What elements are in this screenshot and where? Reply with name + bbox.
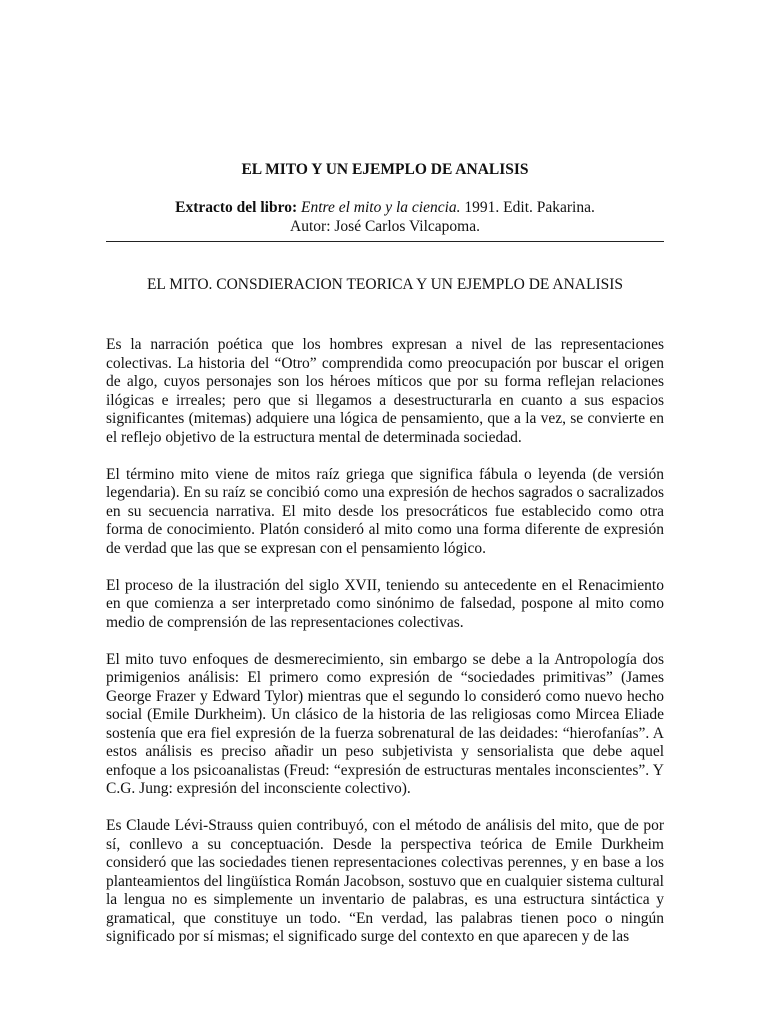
book-title: Entre el mito y la ciencia. <box>301 199 461 216</box>
paragraph-5: Es Claude Lévi-Strauss quien contribuyó, con el método de análisis del mito, que de por sí, conllevo a su conceptuación. Desde la perspectiva teórica de Emile Durkheim consideró que las sociedades tienen representaciones colectivas perennes, y en base a los planteamientos del lingüística Román Jacobson, sostuvo que en cualquier sistema cultural la lengua no es simplemente un inventario de palabras, es una estructura sintáctica y gramatical, que constituye un todo. “En verdad, las palabras tienen poco o ningún significado por sí mismas; el significado surge del contexto en que aparecen y de las <box>106 817 664 945</box>
publication-details: 1991. Edit. Pakarina. <box>464 199 595 216</box>
author-line: Autor: José Carlos Vilcapoma. <box>290 218 480 235</box>
paragraph-4: El mito tuvo enfoques de desmerecimiento, sin embargo se debe a la Antropología dos primigenios análisis: El primero como expresión de “sociedades primitivas” (James George Frazer y Edward Tylor) mientras que el segundo lo consideró como nuevo hecho social (Emile Durkheim). Un clásico de la historia de las religiosas como Mircea Eliade sostenía que era fiel expresión de la fuerza sobrenatural de las deidades: “hierofanías”. A estos análisis es preciso añadir un peso subjetivista y sensorialista que debe aquel enfoque a los psicoanalistas (Freud: “expresión de estructuras mentales inconscientes”. Y C.G. Jung: expresión del inconsciente colectivo). <box>106 650 664 797</box>
paragraph-3: El proceso de la ilustración del siglo XVII, teniendo su antecedente en el Renacimiento en que comienza a ser interpretado como sinónimo de falsedad, pospone al mito como medio de comprensión de las representaciones colectivas. <box>106 576 664 631</box>
paragraph-2: El término mito viene de mitos raíz griega que significa fábula o leyenda (de versión legendaria). En su raíz se concibió como una expresión de hechos sagrados o sacralizados en su secuencia narrativa. El mito desde los presocráticos fue establecido como otra forma de conocimiento. Platón consideró al mito como una forma diferente de expresión de verdad que las que se expresan con el pensamiento lógico. <box>106 465 664 557</box>
paragraph-1: Es la narración poética que los hombres expresan a nivel de las representaciones colectivas. La historia del “Otro” comprendida como preocupación por buscar el origen de algo, cuyos personajes son los héroes míticos que por su forma reflejan relaciones ilógicas e irreales; pero que si llegamos a desestructurarla en cuanto a sus espacios significantes (mitemas) adquiere una lógica de pensamiento, que a la vez, se convierte en el reflejo objetivo de la estructura mental de determinada sociedad. <box>106 336 664 446</box>
excerpt-label: Extracto del libro: <box>175 199 298 216</box>
section-subtitle: EL MITO. CONSDIERACION TEORICA Y UN EJEMPLO DE ANALISIS <box>146 276 624 293</box>
document-body <box>106 160 664 947</box>
header-divider <box>106 241 664 242</box>
excerpt-block <box>106 198 664 236</box>
document-title: EL MITO Y UN EJEMPLO DE ANALISIS <box>241 161 529 178</box>
excerpt-line <box>106 198 664 217</box>
